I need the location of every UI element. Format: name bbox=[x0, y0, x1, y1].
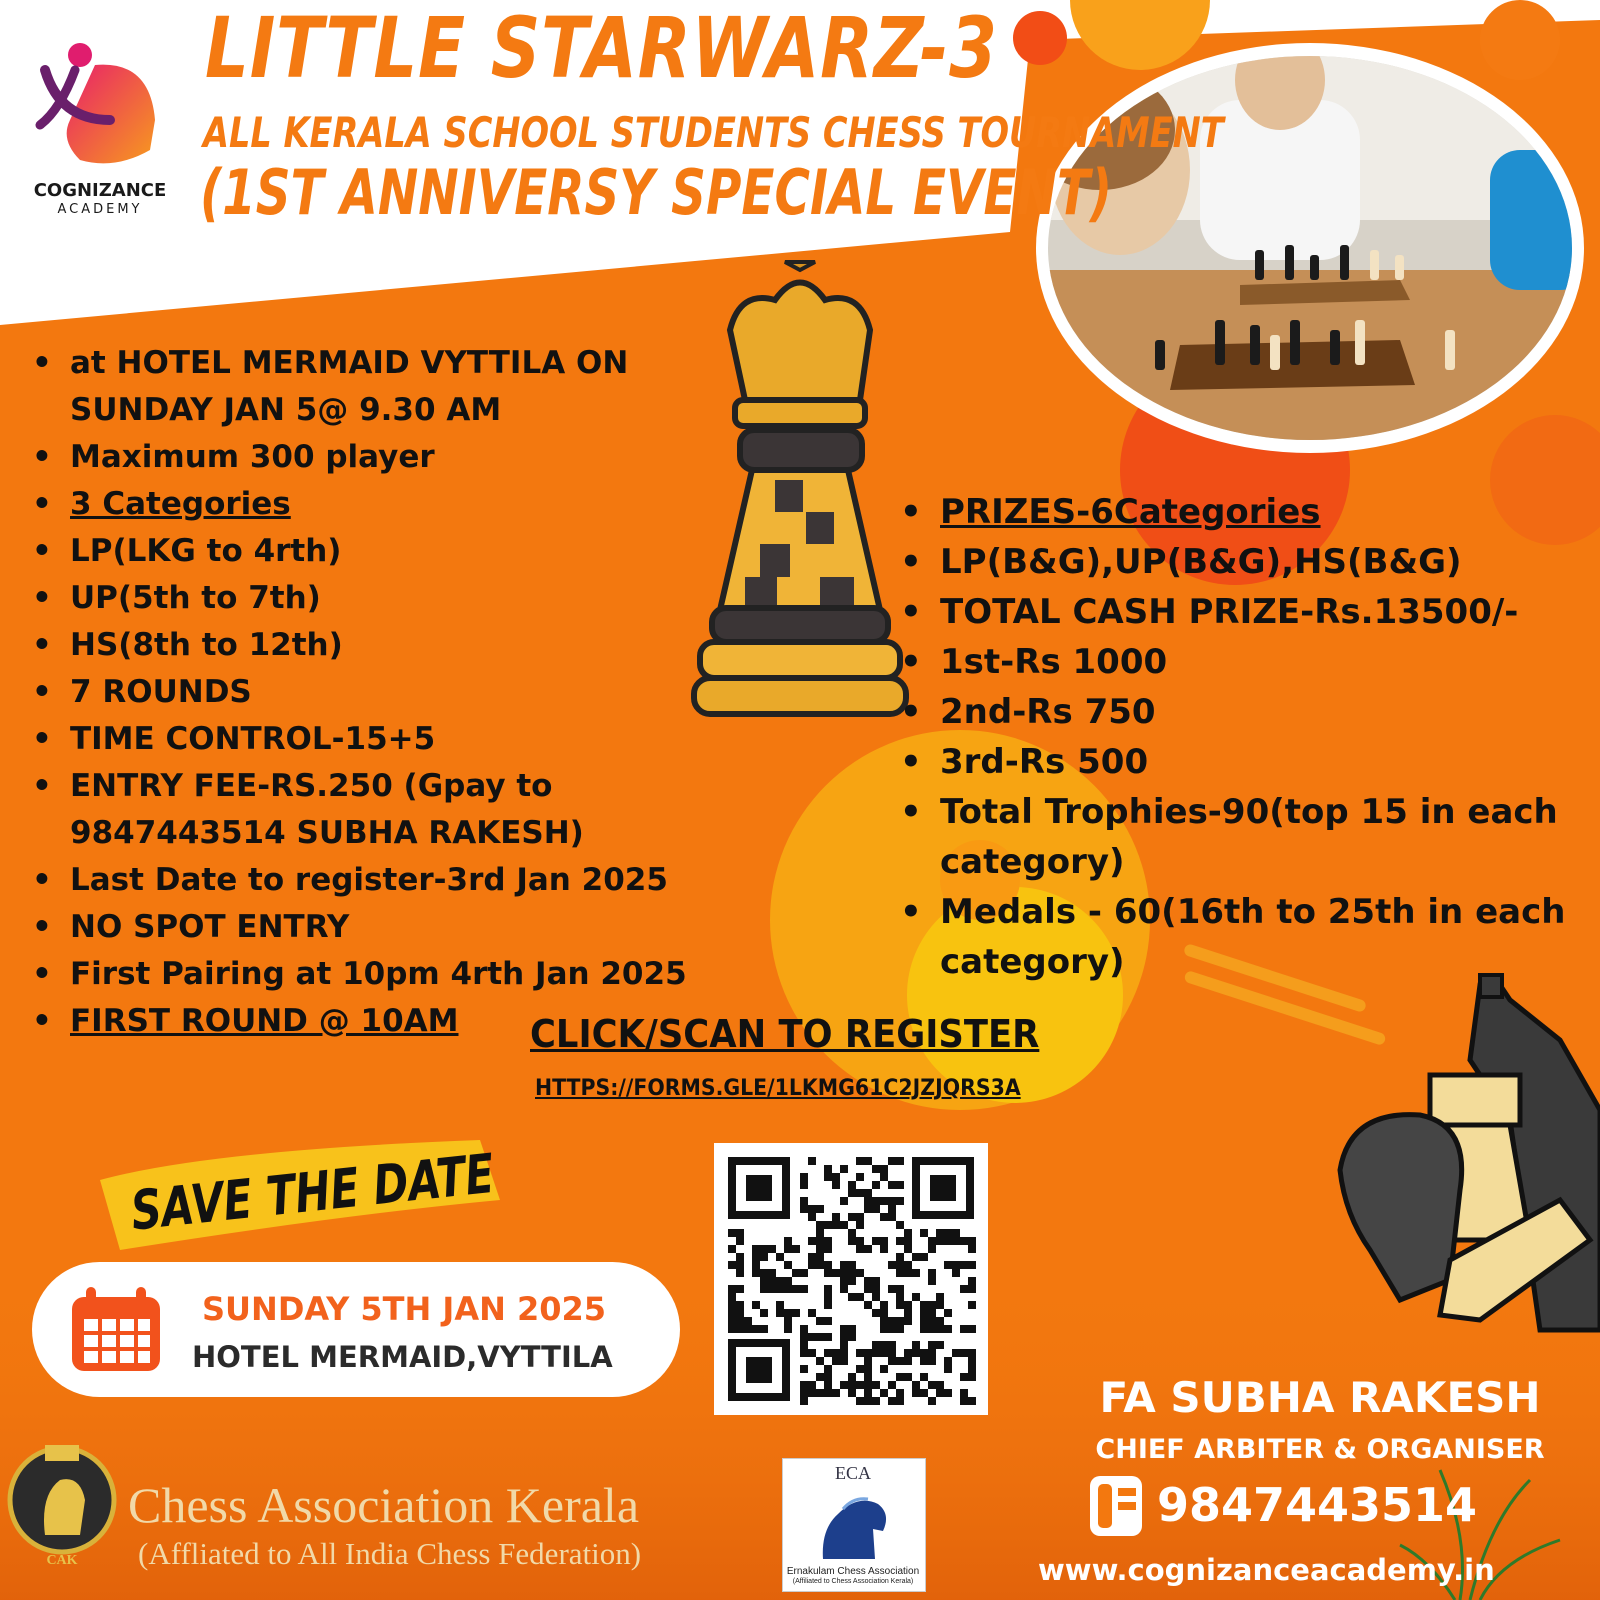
chess-players-photo bbox=[1025, 30, 1590, 460]
detail-item: • First Pairing at 10pm 4rth Jan 2025 bbox=[30, 951, 730, 998]
logo-name: COGNIZANCE bbox=[33, 180, 167, 201]
prize-item: • Total Trophies-90(top 15 in each category) bbox=[898, 787, 1598, 887]
prize-item: • 3rd-Rs 500 bbox=[898, 737, 1598, 787]
detail-item: • TIME CONTROL-15+5 bbox=[30, 716, 730, 763]
detail-item: • LP(LKG to 4rth) bbox=[30, 528, 730, 575]
decor-circle bbox=[1070, 0, 1210, 70]
prizes-list bbox=[898, 487, 1598, 987]
details-list bbox=[30, 340, 730, 1045]
eca-affiliation: (Affiliated to Chess Association Kerala) bbox=[792, 1578, 914, 1585]
calendar-icon bbox=[70, 1285, 162, 1373]
phone-icon bbox=[1090, 1476, 1142, 1536]
detail-item: • ENTRY FEE-RS.250 (Gpay to 9847443514 SUBHA RAKESH) bbox=[30, 763, 730, 857]
detail-item: • NO SPOT ENTRY bbox=[30, 904, 730, 951]
event-anniversary: (1ST ANNIVERSY SPECIAL EVENT) bbox=[200, 156, 1113, 229]
register-cta[interactable]: CLICK/SCAN TO REGISTER bbox=[530, 1012, 1040, 1056]
decor-circle bbox=[1480, 0, 1560, 80]
decor-circle bbox=[1013, 11, 1067, 65]
prize-item: • TOTAL CASH PRIZE-Rs.13500/- bbox=[898, 587, 1598, 637]
detail-item: • Last Date to register-3rd Jan 2025 bbox=[30, 857, 730, 904]
detail-item: • 3 Categories bbox=[30, 481, 730, 528]
detail-item: • FIRST ROUND @ 10AM bbox=[30, 998, 730, 1045]
prize-item: • 2nd-Rs 750 bbox=[898, 687, 1598, 737]
detail-item: • 7 ROUNDS bbox=[30, 669, 730, 716]
logo-sub: ACADEMY bbox=[57, 202, 143, 217]
detail-item: • HS(8th to 12th) bbox=[30, 622, 730, 669]
organiser-phone[interactable]: 9847443514 bbox=[1157, 1478, 1478, 1532]
event-subtitle: ALL KERALA SCHOOL STUDENTS CHESS TOURNAMENT bbox=[203, 108, 1224, 157]
cak-name: Chess Association Kerala bbox=[128, 1477, 640, 1533]
registration-qr-code[interactable] bbox=[714, 1143, 988, 1415]
prize-item: • Medals - 60(16th to 25th in each category) bbox=[898, 887, 1598, 987]
save-the-date-heading: SAVE THE DATE bbox=[128, 1141, 498, 1243]
event-venue: HOTEL MERMAID,VYTTILA bbox=[192, 1340, 613, 1374]
detail-item: • at HOTEL MERMAID VYTTILA ON SUNDAY JAN 5@ 9.30 AM bbox=[30, 340, 730, 434]
detail-item: • Maximum 300 player bbox=[30, 434, 730, 481]
event-date: SUNDAY 5TH JAN 2025 bbox=[202, 1290, 607, 1328]
prize-item: • LP(B&G),UP(B&G),HS(B&G) bbox=[898, 537, 1598, 587]
eca-name: Ernakulam Chess Association bbox=[786, 1566, 920, 1577]
eca-title: ECA bbox=[835, 1463, 871, 1483]
cak-affiliation: (Affliated to All India Chess Federation) bbox=[138, 1536, 642, 1571]
organiser-name: FA SUBHA RAKESH bbox=[1099, 1373, 1541, 1422]
prize-item: • 1st-Rs 1000 bbox=[898, 637, 1598, 687]
website-link[interactable]: www.cognizanceacademy.in bbox=[1038, 1553, 1495, 1587]
cak-badge-label: CAK bbox=[46, 1553, 78, 1568]
prize-heading: • PRIZES-6Categories bbox=[898, 487, 1598, 537]
event-title: LITTLE STARWARZ-3 bbox=[205, 0, 998, 97]
qr-code-pattern bbox=[714, 1143, 988, 1415]
register-link[interactable]: HTTPS://FORMS.GLE/1LKMG61C2JZJQRS3A bbox=[535, 1076, 1021, 1101]
organiser-role: CHIEF ARBITER & ORGANISER bbox=[1095, 1434, 1545, 1465]
detail-item: • UP(5th to 7th) bbox=[30, 575, 730, 622]
